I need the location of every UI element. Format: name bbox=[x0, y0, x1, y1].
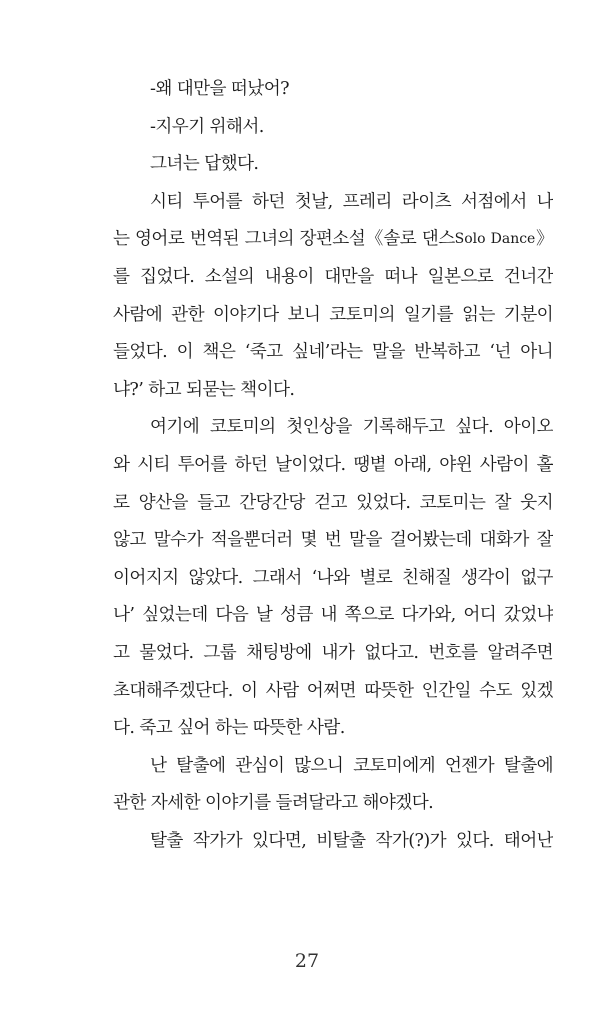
text-line: 않고 말수가 적을뿐더러 몇 번 말을 걸어봤는데 대화가 잘 bbox=[113, 530, 553, 551]
page-number: 27 bbox=[294, 950, 320, 972]
text-line: 들었다. 이 책은 ‘죽고 싶네’라는 말을 반복하고 ‘넌 아니 bbox=[113, 342, 553, 363]
text-segment: 》 bbox=[535, 229, 553, 250]
body-text bbox=[113, 71, 553, 860]
text-segment: 는 영어로 번역된 그녀의 장편소설《솔로 댄스 bbox=[113, 229, 455, 250]
text-line: 여기에 코토미의 첫인상을 기록해두고 싶다. 아이오 bbox=[150, 417, 553, 438]
text-line: 사람에 관한 이야기다 보니 코토미의 일기를 읽는 기분이 bbox=[113, 304, 553, 325]
text-line: -지우기 위해서. bbox=[150, 116, 264, 137]
text-line: 와 시티 투어를 하던 날이었다. 땡볕 아래, 야윈 사람이 홀 bbox=[113, 454, 553, 475]
text-line: -왜 대만을 떠났어? bbox=[150, 79, 289, 99]
text-line: 탈출 작가가 있다면, 비탈출 작가(?)가 있다. 태어난 bbox=[150, 830, 553, 851]
text-line: 관한 자세한 이야기를 들려달라고 해야겠다. bbox=[113, 793, 434, 814]
text-line: 초대해주겠단다. 이 사람 어쩌면 따뜻한 인간일 수도 있겠 bbox=[113, 680, 553, 701]
text-line: 난 탈출에 관심이 많으니 코토미에게 언젠가 탈출에 bbox=[150, 755, 553, 776]
text-line: 를 집었다. 소설의 내용이 대만을 떠나 일본으로 건너간 bbox=[113, 266, 553, 287]
text-line: 이어지지 않았다. 그래서 ‘나와 별로 친해질 생각이 없구 bbox=[113, 567, 553, 588]
text-line: 시티 투어를 하던 첫날, 프레리 라이츠 서점에서 나 bbox=[150, 191, 553, 212]
text-line: 고 물었다. 그룹 채팅방에 내가 없다고. 번호를 알려주면 bbox=[113, 642, 553, 663]
text-line: 나’ 싶었는데 다음 날 성큼 내 쪽으로 다가와, 어디 갔었냐 bbox=[113, 605, 553, 626]
text-line: 그녀는 답했다. bbox=[150, 154, 259, 175]
text-line: 다. 죽고 싶어 하는 따뜻한 사람. bbox=[113, 718, 345, 739]
english-title: Solo Dance bbox=[454, 231, 536, 248]
text-line: 로 양산을 들고 간당간당 걷고 있었다. 코토미는 잘 웃지 bbox=[113, 492, 553, 513]
text-line: 냐?’ 하고 되묻는 책이다. bbox=[113, 379, 295, 400]
text-line bbox=[113, 221, 553, 259]
